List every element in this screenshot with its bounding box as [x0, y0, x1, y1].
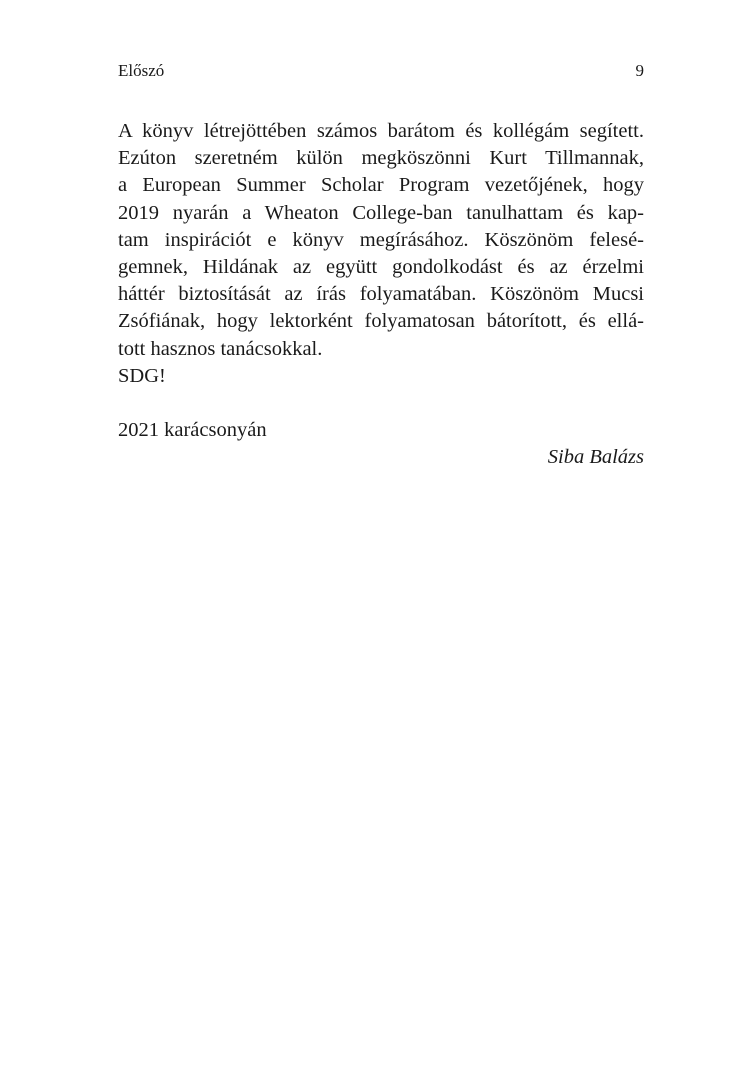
date-line: 2021 karácsonyán [118, 419, 267, 442]
paragraph-line: gemnek, Hildának az együtt gondolkodást és az érzelmi [118, 255, 644, 278]
closing-line: SDG! [118, 364, 166, 387]
paragraph-line: háttér biztosítását az írás folyamatában. Köszönöm Mucsi [118, 283, 644, 306]
paragraph-line: tott hasznos tanácsokkal. [118, 337, 323, 360]
paragraph-line: Ezúton szeretném külön megköszönni Kurt Tillmannak, [118, 147, 644, 170]
author-signature: Siba Balázs [547, 446, 644, 469]
page-number: 9 [635, 61, 644, 80]
paragraph-line: A könyv létrejöttében számos barátom és kollégám segített. [118, 120, 644, 142]
paragraph-line: Zsófiának, hogy lektorként folyamatosan bátorított, és ellá- [118, 310, 644, 333]
preface-text [118, 118, 644, 471]
paragraph-line: 2019 nyarán a Wheaton College-ban tanulhattam és kap- [118, 201, 644, 224]
paragraph-line: tam inspirációt e könyv megírásához. Köszönöm felesé- [118, 228, 644, 251]
chapter-title: Előszó [118, 61, 165, 80]
spacer [118, 390, 644, 417]
paragraph-line: a European Summer Scholar Program vezetőjének, hogy [118, 174, 644, 197]
running-head [118, 60, 644, 82]
